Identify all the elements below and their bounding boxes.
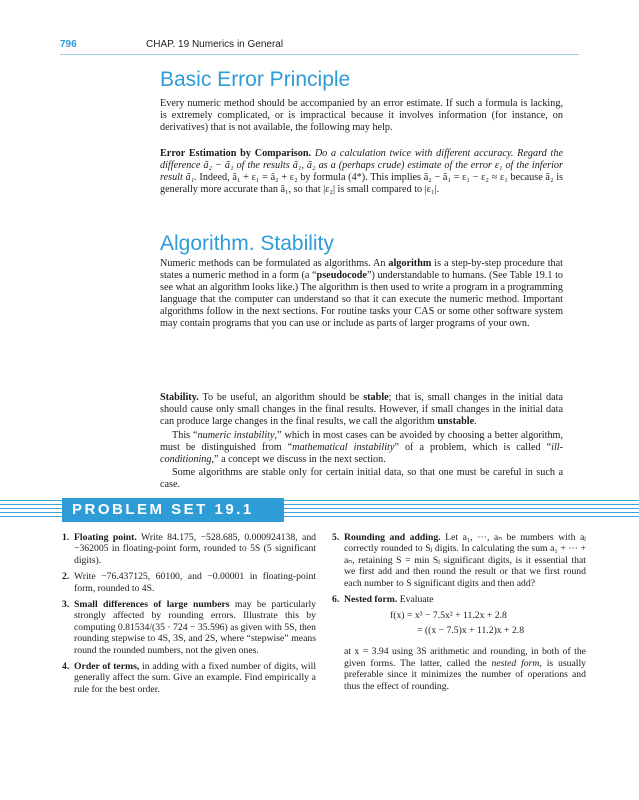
problem-text: Write −76.437125, 60100, and −0.00001 in floating-point form, rounded to 4S.: [74, 571, 316, 594]
term-error-estimation: Error Estimation by Comparison.: [160, 148, 312, 159]
paragraph-error-intro: Every numeric method should be accompanied by an error estimate. If such a formula is lacking, is extremely complicated, or is impractical because it involves information (for instance, on derivatives) that is not available, the following may help.: [160, 98, 563, 134]
problem-title: Order of terms,: [74, 661, 140, 673]
problem-column-left: [62, 532, 316, 700]
section-title-error-principle: Basic Error Principle: [160, 68, 351, 91]
equation-block: [344, 610, 586, 640]
text-italic-statement: Do a calculation twice with different accuracy. Regard the difference ã₂ − ã₁ of the results ã₁, ã₂ as a (perhaps crude) estimate of the error ε₁ of the inferior result ã₁.: [160, 148, 563, 184]
term-algorithm: algorithm: [388, 258, 432, 269]
text-segment: ” of a problem, which is called “: [394, 442, 552, 454]
problem-item: [62, 661, 316, 695]
term-nested-form: nested form,: [491, 657, 542, 669]
text-segment: ; that is, small changes in the initial data should cause only small changes in the final results. However, if small changes in the initial data can produce large changes in the final results, we call the algorithm: [160, 392, 564, 428]
text-segment: This “: [172, 430, 198, 441]
term-numeric-instability: numeric instability: [197, 430, 275, 441]
problem-title: Floating point.: [74, 532, 137, 543]
problem-set-label: PROBLEM SET 19.1: [72, 501, 254, 518]
text-segment: Numeric methods can be formulated as algorithms. An: [160, 258, 386, 269]
problem-column-right: [332, 532, 586, 697]
text-segment: is a step-by-step procedure that states a numeric method in a form (a “: [160, 258, 563, 282]
problem-text: Evaluate: [399, 594, 434, 606]
equation-line-1: f(x) = x³ − 7.5x² + 11.2x + 2.8: [390, 610, 507, 622]
problem-number: 6.: [332, 594, 340, 606]
problem-text: in adding with a fixed number of digits, will generally affect the sum. Give an example. Find empirically a rule for the best order.: [74, 661, 317, 695]
problem-text: Let a₁, ···, aₙ be numbers with aⱼ correctly rounded to Sⱼ digits. In calculating the sum a₁ + ··· + aₙ, retaining S = min Sⱼ significant digits, is it essential that we first add and then round the result or that we first round each number to S significant digits and then add?: [344, 532, 587, 589]
section-title-algorithm: Algorithm. Stability: [160, 232, 334, 255]
text-segment: ,” which in most cases can be avoided by choosing a better algorithm, must be distinguished from “: [160, 430, 564, 454]
term-stable: stable: [363, 392, 389, 403]
term-stability: Stability.: [160, 392, 199, 403]
text-segment: To be useful, an algorithm should be: [202, 392, 360, 403]
text-segment: .: [474, 416, 477, 428]
term-ill-conditioning: ill-conditioning: [160, 442, 563, 466]
problem-item: [62, 599, 316, 656]
problem-item: [62, 571, 316, 594]
paragraph-stability: [160, 392, 563, 428]
problem-title: Small differences of large numbers: [74, 599, 230, 611]
equation-line-2: = ((x − 7.5)x + 11.2)x + 2.8: [417, 625, 525, 637]
problem-number: 1.: [62, 532, 70, 543]
paragraph-stable-initial-data: Some algorithms are stable only for certain initial data, so that one must be careful in such a case.: [160, 467, 563, 491]
problem-number: 3.: [62, 599, 70, 611]
problem-text: at x = 3.94 using 3S arithmetic and rounding, in both of the given forms. The latter, called the: [344, 646, 586, 669]
problem-item: [332, 594, 586, 692]
term-unstable: unstable: [437, 416, 475, 428]
text-segment: ”) understandable to humans. (See Table 19.1 to see what an algorithm looks like.) The algorithm is then used to write a program in a programming language that the computer can understand so that it can execute the numeric method. Important algorithms follow in the next sections. For routine tasks your CAS or some other software system may contain programs that you can use or include as parts of larger programs of your own.: [160, 270, 563, 330]
problem-set-banner: [0, 496, 639, 524]
page-number: 796: [60, 39, 77, 50]
problem-title: Nested form.: [344, 594, 398, 606]
paragraph-numeric-instability: [160, 430, 563, 466]
problem-title: Rounding and adding.: [344, 532, 441, 543]
text-explanation: Indeed, ã₁ + ε₁ = ã₂ + ε₂ by formula (4*). This implies ã₂ − ã₁ = ε₁ − ε₂ ≈ ε₁ because ã₂ is generally more accurate than ã₁, so that |ε₂| is small compared to |ε₁|.: [160, 172, 563, 196]
term-mathematical-instability: mathematical instability: [292, 442, 395, 454]
text-segment: ,” a concept we discuss in the next section.: [211, 454, 386, 466]
problem-item: [332, 532, 586, 589]
running-header: CHAP. 19 Numerics in General: [146, 39, 284, 50]
problem-number: 4.: [62, 661, 70, 673]
term-pseudocode: pseudocode: [316, 270, 367, 282]
paragraph-error-comparison: [160, 148, 563, 196]
paragraph-algorithm: [160, 258, 563, 331]
problem-text: is usually preferable since it minimizes the number of operations and thus the effect of rounding.: [344, 657, 586, 692]
problem-text: may be particularly strongly affected by rounding errors. Illustrate this by computing 0.81534/(35 · 724 − 35.596) as given with 5S, then rounding stepwise to 4S, 3S, and 2S, where “stepwise” means round the rounded numbers, not the given ones.: [74, 599, 316, 656]
header-rule: [60, 54, 579, 55]
problem-item: [62, 532, 316, 566]
problem-text: Write 84.175, −528.685, 0.000924138, and −362005 in floating-point form, rounded to 5S (5 significant digits).: [74, 532, 317, 566]
problem-number: 2.: [62, 571, 70, 583]
problem-number: 5.: [332, 532, 340, 543]
